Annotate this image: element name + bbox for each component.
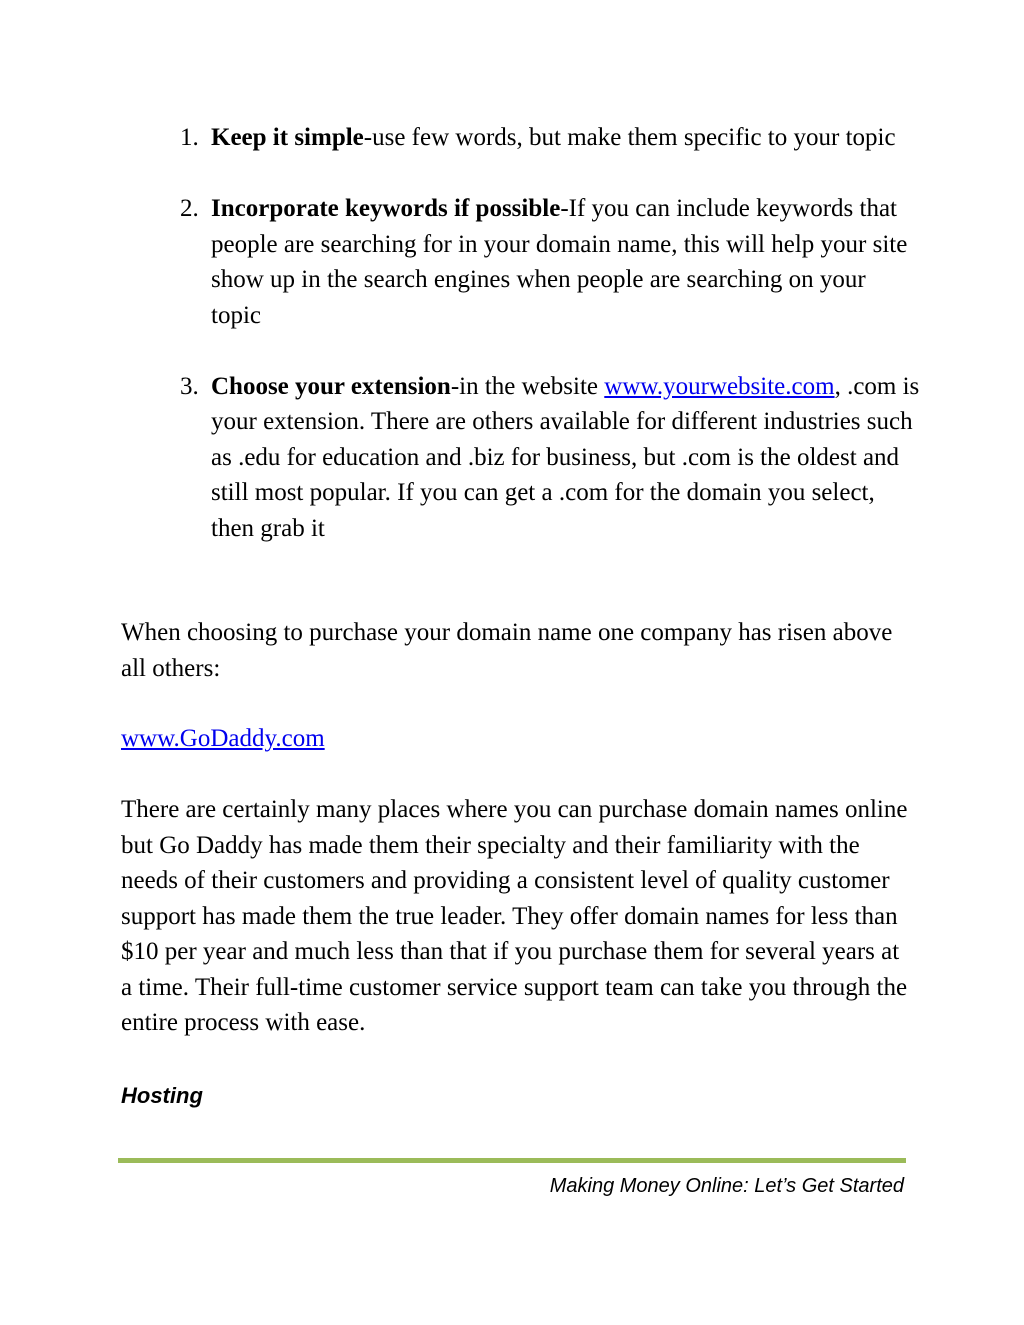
list-item xyxy=(180,191,920,333)
list-number: 3. xyxy=(180,372,199,400)
list-number: 1. xyxy=(180,124,199,151)
yourwebsite-link[interactable]: www.yourwebsite.com xyxy=(604,372,835,400)
list-item-title: Choose your extension xyxy=(211,372,451,400)
list-number: 2. xyxy=(180,195,199,222)
body-paragraph: There are certainly many places where you can purchase domain names online but Go Daddy has made them their specialty and their familiarity with the needs of their customers and providing a consistent level of quality customer support has made them the true leader. They offer domain names for less than $10 per year and much less than that if you purchase them for several years at a time. Their full-time customer service support team can take you through the entire process with ease. xyxy=(121,796,908,1036)
numbered-list xyxy=(180,120,920,582)
list-item-title: Keep it simple xyxy=(211,124,364,151)
list-item-text: , .com is your extension. There are others available for different industries such as .edu for education and .biz for business, but .com is the oldest and still most popular. If you can get a .com for the domain you select, then grab it xyxy=(211,372,920,542)
list-item-text: -If you can include keywords that people are searching for in your domain name, this will help your site show up in the search engines when people are searching on your topic xyxy=(211,195,908,329)
list-item-text: -in the website xyxy=(450,372,605,400)
list-item xyxy=(180,120,920,156)
list-item xyxy=(180,369,920,547)
footer-title: Making Money Online: Let’s Get Started xyxy=(549,1175,904,1197)
list-item-title: Incorporate keywords if possible xyxy=(211,195,561,222)
section-heading: Hosting xyxy=(121,1083,203,1108)
godaddy-link[interactable]: www.GoDaddy.com xyxy=(121,725,325,752)
intro-paragraph: When choosing to purchase your domain name one company has risen above all others: xyxy=(121,619,893,682)
footer-divider xyxy=(118,1158,906,1163)
godaddy-link-paragraph xyxy=(121,721,911,757)
list-item-text: -use few words, but make them specific to your topic xyxy=(363,124,896,151)
